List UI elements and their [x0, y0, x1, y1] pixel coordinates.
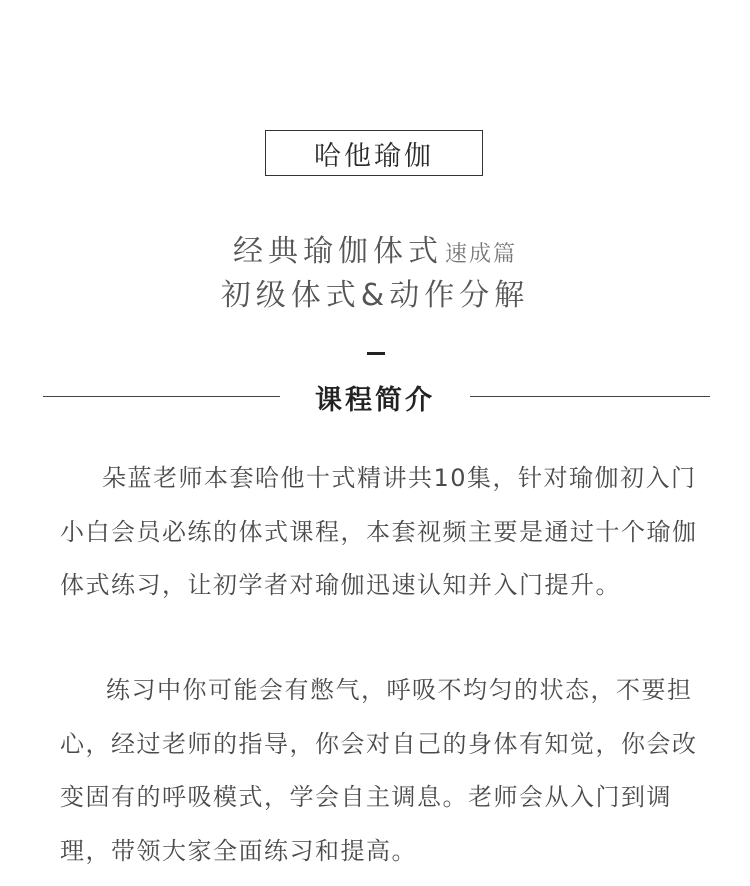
- course-title-box: [265, 130, 483, 176]
- headline-sub: 速成篇: [444, 242, 517, 267]
- intro-paragraph-2: 练习中你可能会有憋气，呼吸不均匀的状态，不要担心，经过老师的指导，你会对自己的身体有知觉，你会改变固有的呼吸模式，学会自主调息。老师会从入门到调理，带领大家全面练习和提高。: [60, 676, 698, 865]
- headline-line-1: [0, 226, 750, 270]
- headline-line-2: 初级体式&动作分解: [220, 278, 530, 313]
- divider-dash: [367, 352, 385, 355]
- section-rule-right: [470, 396, 710, 397]
- section-title: 课程简介: [315, 385, 435, 416]
- headline-main: 经典瑜伽体式: [232, 234, 443, 269]
- course-title: 哈他瑜伽: [314, 140, 434, 172]
- intro-paragraph-1: 朵蓝老师本套哈他十式精讲共10集，针对瑜伽初入门小白会员必练的体式课程，本套视频主要是通过十个瑜伽体式练习，让初学者对瑜伽迅速认知并入门提升。: [60, 464, 698, 599]
- section-rule-left: [43, 396, 280, 397]
